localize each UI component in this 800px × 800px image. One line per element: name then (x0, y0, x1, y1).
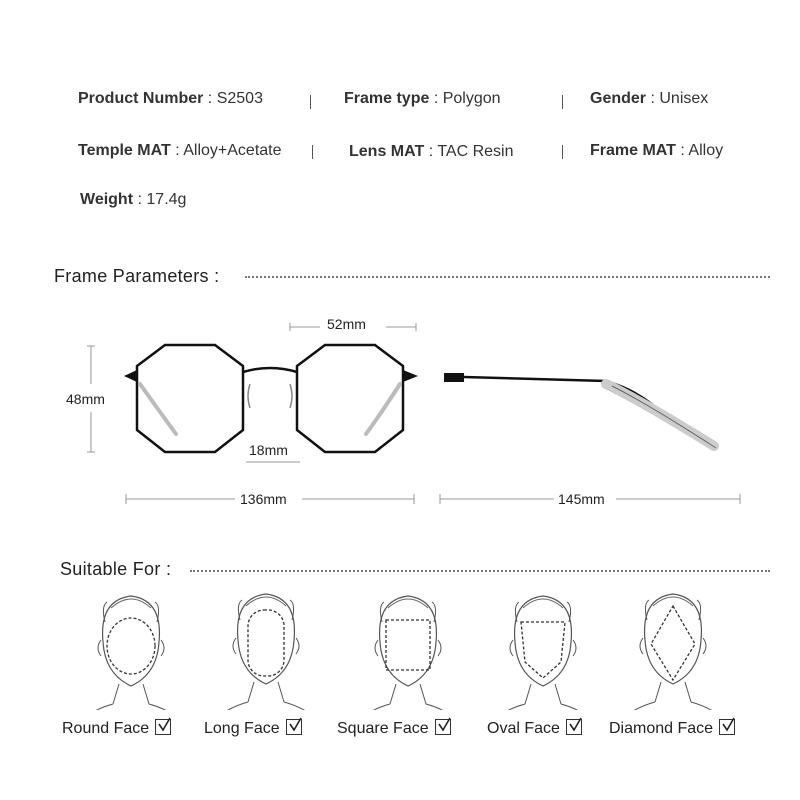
face-label: Long Face (204, 720, 280, 737)
face-illustrations (0, 590, 800, 710)
spec-separator (312, 145, 313, 159)
section-divider (190, 570, 770, 572)
face-label: Diamond Face (609, 720, 714, 737)
spec-colon: : (207, 90, 213, 107)
face-label: Oval Face (487, 720, 560, 737)
spec-gender (590, 90, 708, 108)
long-face-icon (212, 594, 320, 710)
frame-parameters-title: Frame Parameters : (54, 266, 220, 286)
spec-weight (80, 191, 186, 209)
face-oval (487, 719, 582, 738)
spec-temple-mat (78, 142, 282, 160)
face-long (204, 719, 302, 738)
spec-frame-type (344, 90, 501, 108)
spec-lens-mat (349, 143, 514, 161)
spec-colon: : (175, 142, 180, 159)
spec-value: Polygon (442, 90, 501, 107)
diamond-face-icon (619, 594, 727, 710)
spec-value: S2503 (216, 90, 263, 107)
right-lens-frame (297, 345, 403, 452)
spec-label: Frame MAT (590, 142, 676, 159)
face-square (337, 719, 451, 738)
glasses-diagram (0, 300, 800, 520)
dim-lens-height: 48mm (66, 391, 105, 407)
spec-label: Temple MAT (78, 142, 171, 159)
spec-colon: : (433, 90, 439, 107)
spec-value: 17.4g (146, 191, 187, 208)
spec-colon: : (428, 143, 434, 160)
checkbox-checked-icon (286, 719, 302, 735)
spec-label: Frame type (344, 90, 430, 107)
face-round (62, 719, 171, 738)
checkbox-checked-icon (566, 719, 582, 735)
dim-bridge: 18mm (249, 442, 288, 458)
spec-product-number (78, 90, 263, 108)
checkbox-checked-icon (155, 719, 171, 735)
dim-frame-width: 136mm (240, 491, 287, 507)
round-face-icon (77, 596, 185, 710)
face-diamond (609, 719, 735, 738)
spec-value: Alloy+Acetate (183, 142, 282, 159)
spec-colon: : (680, 142, 685, 159)
spec-frame-mat (590, 142, 723, 160)
oval-face-icon (489, 596, 597, 710)
spec-label: Product Number (78, 90, 204, 107)
face-label: Square Face (337, 720, 429, 737)
left-lens-frame (137, 345, 243, 452)
dim-temple-length: 145mm (558, 491, 605, 507)
spec-value: Unisex (659, 90, 709, 107)
spec-label: Weight (80, 191, 134, 208)
square-face-icon (354, 596, 462, 710)
spec-value: Alloy (688, 142, 724, 159)
spec-label: Lens MAT (349, 143, 425, 160)
checkbox-checked-icon (435, 719, 451, 735)
spec-colon: : (650, 90, 655, 107)
spec-value: TAC Resin (437, 143, 514, 160)
bridge (243, 368, 297, 372)
section-divider (245, 276, 770, 278)
checkbox-checked-icon (719, 719, 735, 735)
dim-lens-width: 52mm (327, 316, 366, 332)
suitable-for-title: Suitable For : (60, 559, 172, 579)
spec-separator (562, 145, 563, 159)
temple-side-view (444, 373, 716, 448)
spec-label: Gender (590, 90, 647, 107)
spec-colon: : (137, 191, 142, 208)
spec-separator (562, 95, 563, 109)
spec-separator (310, 95, 311, 109)
face-label: Round Face (62, 720, 150, 737)
